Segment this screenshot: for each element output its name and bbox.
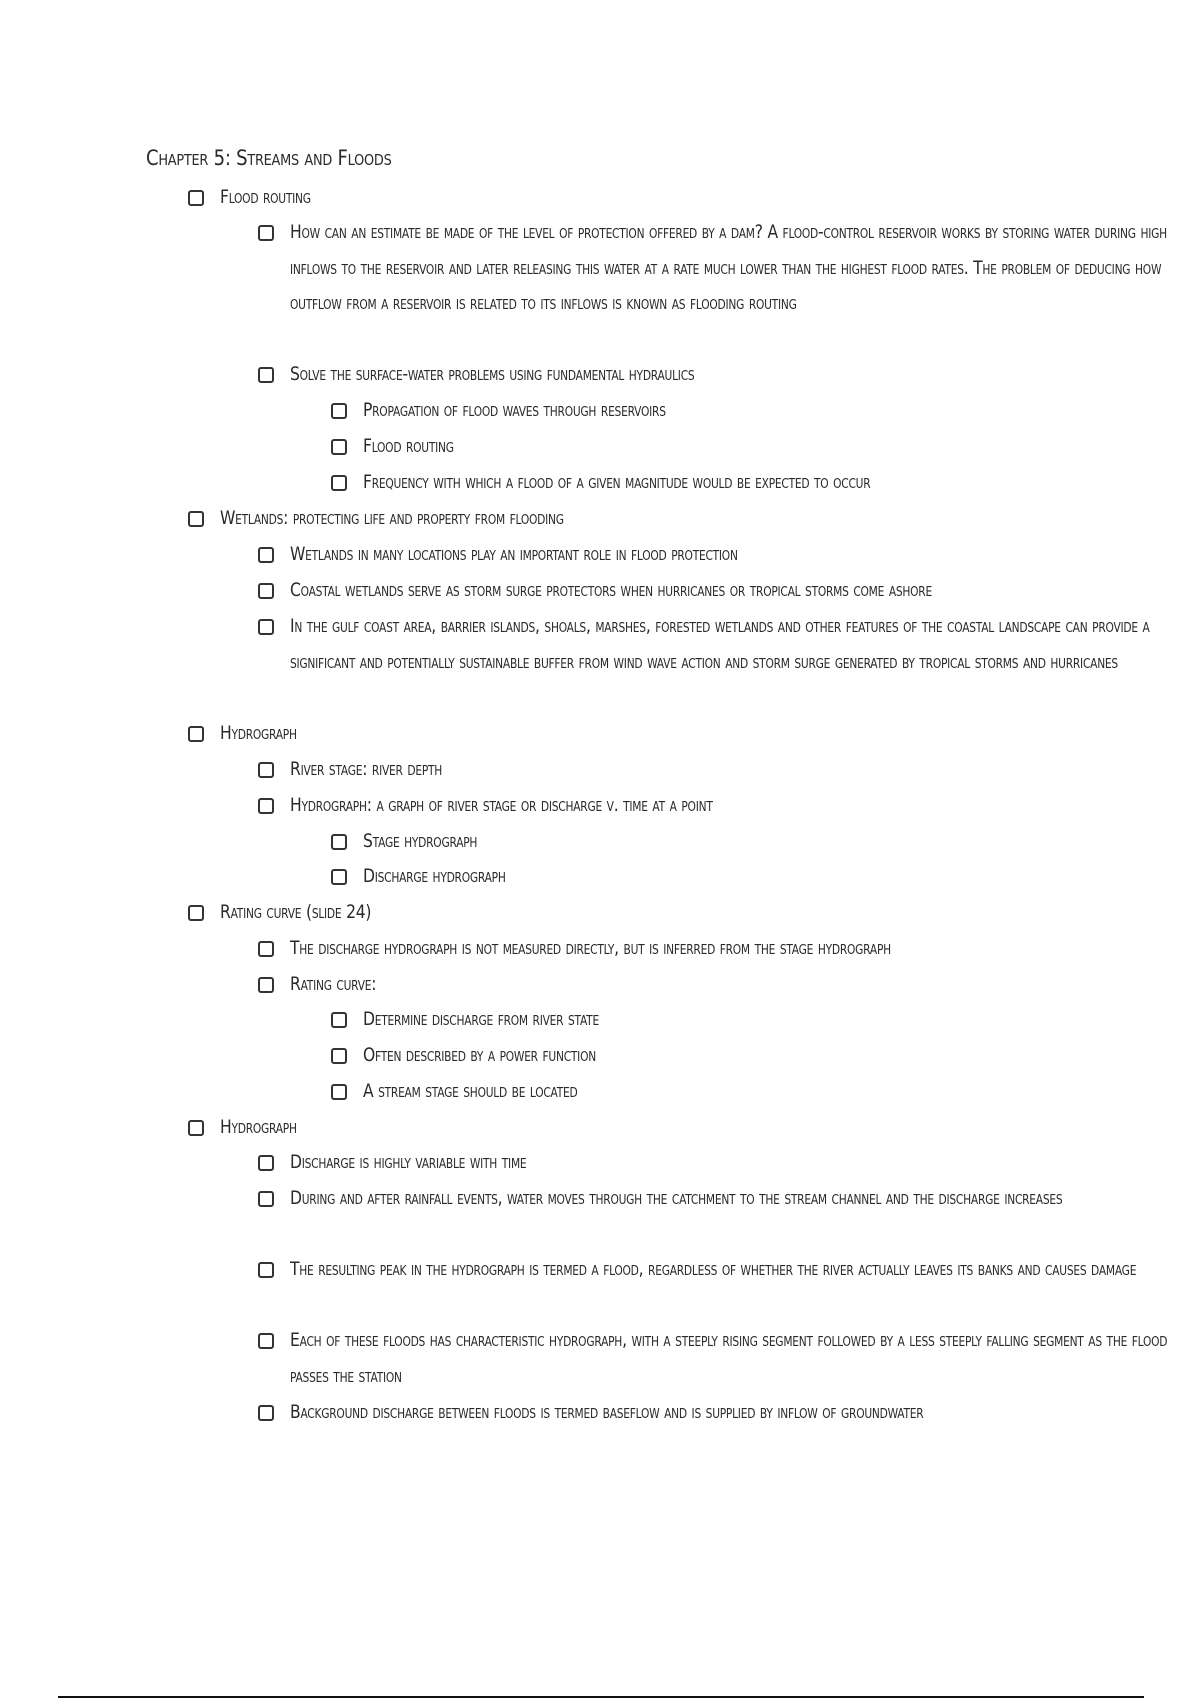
- checklist-item-text: Determine discharge from river state: [363, 1008, 599, 1030]
- checkbox[interactable]: [258, 1405, 274, 1421]
- checkbox[interactable]: [258, 798, 274, 814]
- checklist-item-text: River stage: river depth: [290, 758, 443, 780]
- checkbox[interactable]: [331, 439, 347, 455]
- checkbox[interactable]: [188, 190, 204, 206]
- checklist-item-text: Stage hydrograph: [363, 830, 478, 852]
- checkbox[interactable]: [258, 619, 274, 635]
- checklist-item-text: Coastal wetlands serve as storm surge protectors when hurricanes or tropical storms come ashore: [290, 579, 932, 601]
- page-title: Chapter 5: Streams and Floods: [146, 146, 392, 170]
- checklist-item-text: Propagation of flood waves through reservoirs: [363, 399, 666, 421]
- checklist-item-text: Discharge is highly variable with time: [290, 1151, 527, 1173]
- checklist-item-text: Background discharge between floods is termed baseflow and is supplied by inflow of groundwater: [290, 1401, 924, 1423]
- checklist-item-text: The resulting peak in the hydrograph is termed a flood, regardless of whether the river actually leaves its banks and causes damage: [290, 1258, 1137, 1280]
- checkbox[interactable]: [258, 547, 274, 563]
- checklist-item-text: During and after rainfall events, water moves through the catchment to the stream channel and the discharge increases: [290, 1187, 1063, 1209]
- checkbox[interactable]: [258, 225, 274, 241]
- checkbox[interactable]: [331, 1084, 347, 1100]
- checklist-item-text: Each of these floods has characteristic hydrograph, with a steeply rising segment followed by a less steeply falling segment as the flood passes the station: [290, 1329, 1168, 1387]
- checklist-item-text: Flood routing: [220, 186, 311, 208]
- checkbox[interactable]: [331, 834, 347, 850]
- checkbox[interactable]: [258, 1333, 274, 1349]
- checklist-item-text: Solve the surface-water problems using fundamental hydraulics: [290, 363, 695, 385]
- checklist-item-text: In the gulf coast area, barrier islands, shoals, marshes, forested wetlands and other features of the coastal landscape can provide a significant and potentially sustainable buffer from wind wave action and storm surge generated by tropical storms and hurricanes: [290, 615, 1150, 673]
- checklist-item-text: Rating curve (slide 24): [220, 901, 372, 923]
- checklist-item-text: Often described by a power function: [363, 1044, 596, 1066]
- checklist-item-text: Flood routing: [363, 435, 454, 457]
- checklist-item-text: Hydrograph: a graph of river stage or discharge v. time at a point: [290, 794, 713, 816]
- checkbox[interactable]: [331, 1048, 347, 1064]
- checkbox[interactable]: [331, 475, 347, 491]
- checkbox[interactable]: [331, 403, 347, 419]
- checkbox[interactable]: [258, 1262, 274, 1278]
- checklist-item-text: Hydrograph: [220, 722, 297, 744]
- checkbox[interactable]: [258, 977, 274, 993]
- footer-divider: [58, 1696, 1144, 1698]
- checkbox[interactable]: [188, 511, 204, 527]
- checkbox[interactable]: [258, 1155, 274, 1171]
- checklist-item-text: Wetlands in many locations play an important role in flood protection: [290, 543, 738, 565]
- checklist-item-text: The discharge hydrograph is not measured directly, but is inferred from the stage hydrograph: [290, 937, 891, 959]
- checkbox[interactable]: [331, 1012, 347, 1028]
- checklist-item-text: A stream stage should be located: [363, 1080, 578, 1102]
- checkbox[interactable]: [258, 1191, 274, 1207]
- checkbox[interactable]: [188, 905, 204, 921]
- checkbox[interactable]: [258, 583, 274, 599]
- checklist-item-text: Rating curve:: [290, 973, 377, 995]
- checkbox[interactable]: [258, 367, 274, 383]
- checklist-item-text: Hydrograph: [220, 1116, 297, 1138]
- checkbox[interactable]: [188, 1120, 204, 1136]
- checkbox[interactable]: [258, 762, 274, 778]
- checklist-item-text: How can an estimate be made of the level of protection offered by a dam? A flood-control reservoir works by storing water during high inflows to the reservoir and later releasing this water at a rate much lower than the highest flood rates. The problem of deducing how outflow from a reservoir is related to its inflows is known as flooding routing: [290, 221, 1167, 314]
- checkbox[interactable]: [258, 941, 274, 957]
- checkbox[interactable]: [188, 726, 204, 742]
- checklist-item-text: Discharge hydrograph: [363, 865, 506, 887]
- checkbox[interactable]: [331, 869, 347, 885]
- checklist-item-text: Frequency with which a flood of a given magnitude would be expected to occur: [363, 471, 871, 493]
- checklist-item-text: Wetlands: protecting life and property from flooding: [220, 507, 564, 529]
